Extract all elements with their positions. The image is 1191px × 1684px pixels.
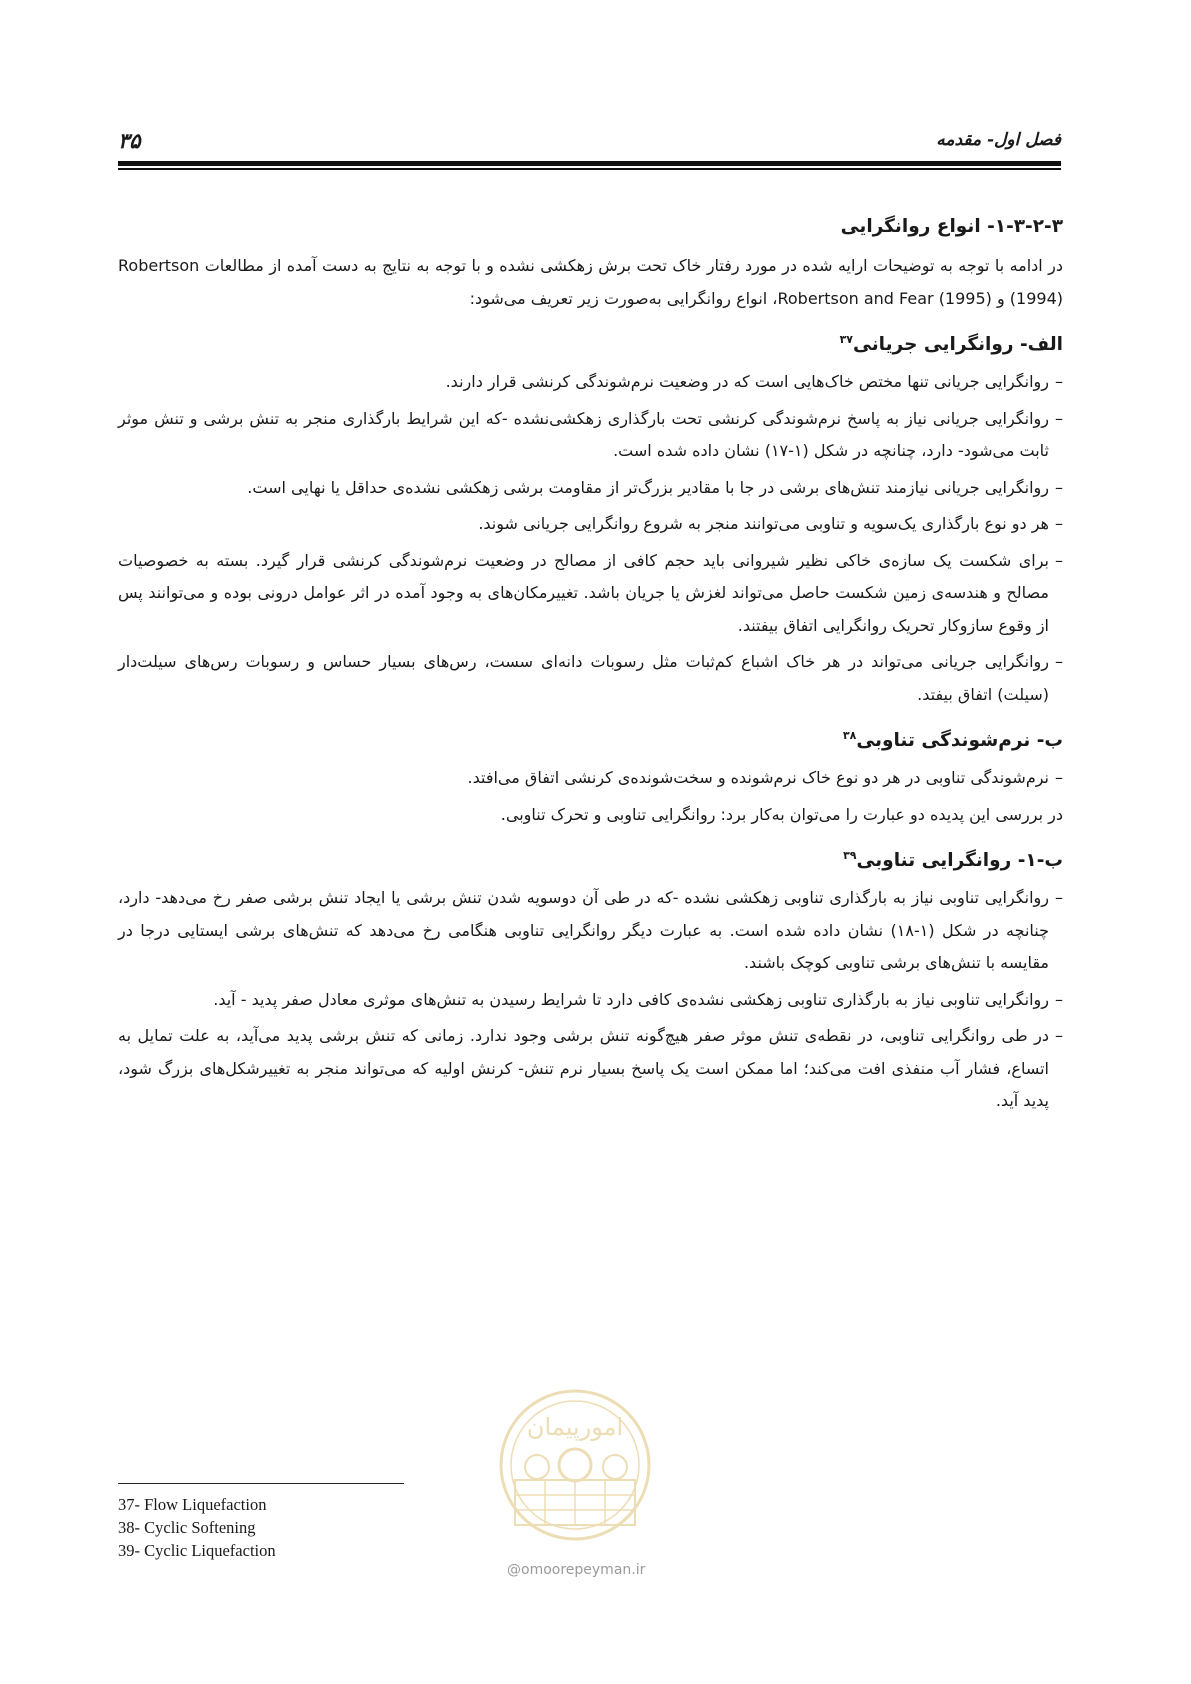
- footnote-divider: [118, 1483, 404, 1484]
- softening-note: در بررسی این پدیده دو عبارت را می‌توان به‌کار برد: روانگرایی تناوبی و تحرک تناوبی.: [500, 804, 1063, 824]
- list-item: – روانگرایی جریانی می‌تواند در هر خاک اشباع کم‌ثبات مثل رسوبات دانه‌ای سست، رس‌های بسیار حساس و رسوبات رس‌های سیلت‌دار (سیلت) اتفاق بیفتد.: [118, 646, 1063, 711]
- list-item: – روانگرایی تناوبی نیاز به بارگذاری تناوبی زهکشی نشده‌ی کافی دارد تا شرایط رسیدن به تنش‌های موثری معادل صفر پدید - آید.: [118, 984, 1063, 1017]
- chapter-title: فصل اول- مقدمه: [936, 130, 1061, 150]
- subsection-heading-cyclic-liquefaction: [118, 839, 1063, 878]
- cyclic-liquefaction-bullets: [118, 882, 1063, 1118]
- page-number: ۳۵: [118, 128, 141, 153]
- subsection-heading-cyclic-liquefaction-text: ب-۱- روانگرایی تناوبی: [856, 850, 1063, 872]
- list-item: – هر دو نوع بارگذاری یک‌سویه و تناوبی می‌توانند منجر به شروع روانگرایی جریانی شوند.: [118, 508, 1063, 541]
- page-body: [118, 210, 1063, 1122]
- footnote-item: 38- Cyclic Softening: [118, 1518, 256, 1537]
- flow-bullets: [118, 366, 1063, 711]
- section-heading: ۱-۳-۲-۳- انواع روانگرایی: [840, 216, 1063, 237]
- list-item: – برای شکست یک سازه‌ی خاکی نظیر شیروانی باید حجم کافی از مصالح در وضعیت نرم‌شوندگی کرنشی قرار گیرد. بسته به خصوصیات مصالح و هندسه‌ی زمین شکست حاصل می‌تواند لغزش یا جریان باشد. تغییرمکان‌های به وجود آمده در اثر عوامل درونی بوده و می‌توانند پس از وقوع سازوکار تحریک روانگرایی اتفاق بیفتند.: [118, 545, 1063, 643]
- footnote-ref-38: ۳۸: [842, 729, 857, 743]
- watermark-text: امورپیمان: [526, 1413, 624, 1441]
- watermark-logo: [475, 1385, 675, 1545]
- subsection-heading-flow: [118, 323, 1063, 362]
- list-item: – روانگرایی جریانی نیازمند تنش‌های برشی در جا با مقادیر بزرگ‌تر از مقاومت برشی زهکشی نشده‌ی حداقل یا نهایی است.: [118, 472, 1063, 505]
- footnote-item: 39- Cyclic Liquefaction: [118, 1541, 276, 1560]
- list-item: – روانگرایی جریانی تنها مختص خاک‌هایی است که در وضعیت نرم‌شوندگی کرنشی قرار دارند.: [118, 366, 1063, 399]
- watermark-url: @omoorepeyman.ir: [507, 1562, 646, 1578]
- header-rule-thin: [118, 168, 1061, 170]
- list-item: – روانگرایی جریانی نیاز به پاسخ نرم‌شوندگی کرنشی تحت بارگذاری زهکشی‌نشده -که این شرایط بارگذاری منجر به تنش برشی و تنش موثر ثابت می‌شود- دارد، چنانچه در شکل (۱-۱۷) نشان داده شده است.: [118, 403, 1063, 468]
- footnote-item: 37- Flow Liquefaction: [118, 1495, 267, 1514]
- softening-bullets: [118, 762, 1063, 795]
- list-item: – روانگرایی تناوبی نیاز به بارگذاری تناوبی زهکشی نشده -که در طی آن دوسویه شدن تنش برشی یا ایجاد تنش برشی صفر رخ می‌دهد- دارد، چنانچه در شکل (۱-۱۸) نشان داده شده است. به عبارت دیگر روانگرایی تناوبی هنگامی رخ می‌دهد که تنش‌های برشی ایستایی درجا در مقایسه با تنش‌های برشی تناوبی کوچک باشند.: [118, 882, 1063, 980]
- subsection-heading-flow-text: الف- روانگرایی جریانی: [853, 334, 1063, 356]
- header-rule-thick: [118, 161, 1061, 166]
- list-item: – نرم‌شوندگی تناوبی در هر دو نوع خاک نرم‌شونده و سخت‌شونده‌ی کرنشی اتفاق می‌افتد.: [118, 762, 1063, 795]
- subsection-heading-cyclic-softening-text: ب- نرم‌شوندگی تناوبی: [856, 730, 1063, 752]
- footnote-ref-37: ۳۷: [839, 333, 853, 346]
- page-header: [118, 128, 1061, 156]
- list-item: – در طی روانگرایی تناوبی، در نقطه‌ی تنش موثر صفر هیچ‌گونه تنش برشی وجود ندارد. زمانی که تنش برشی پدید می‌آید، به علت تمایل به اتساع، فشار آب منفذی افت می‌کند؛ اما ممکن است یک پاسخ بسیار نرم تنش- کرنش اولیه که می‌تواند منجر به تغییرشکل‌های بزرگ شود، پدید آید.: [118, 1020, 1063, 1118]
- section-intro: در ادامه با توجه به توضیحات ارایه شده در مورد رفتار خاک تحت برش زهکشی نشده و با توجه به نتایج به دست آمده از مطالعات Robertson (1994) و Robertson and Fear (1995)، انواع روانگرایی به‌صورت زیر تعریف می‌شود:: [118, 256, 1063, 308]
- footnote-ref-39: ۳۹: [843, 849, 857, 863]
- footnotes: [118, 1493, 276, 1562]
- subsection-heading-cyclic-softening: [118, 719, 1063, 758]
